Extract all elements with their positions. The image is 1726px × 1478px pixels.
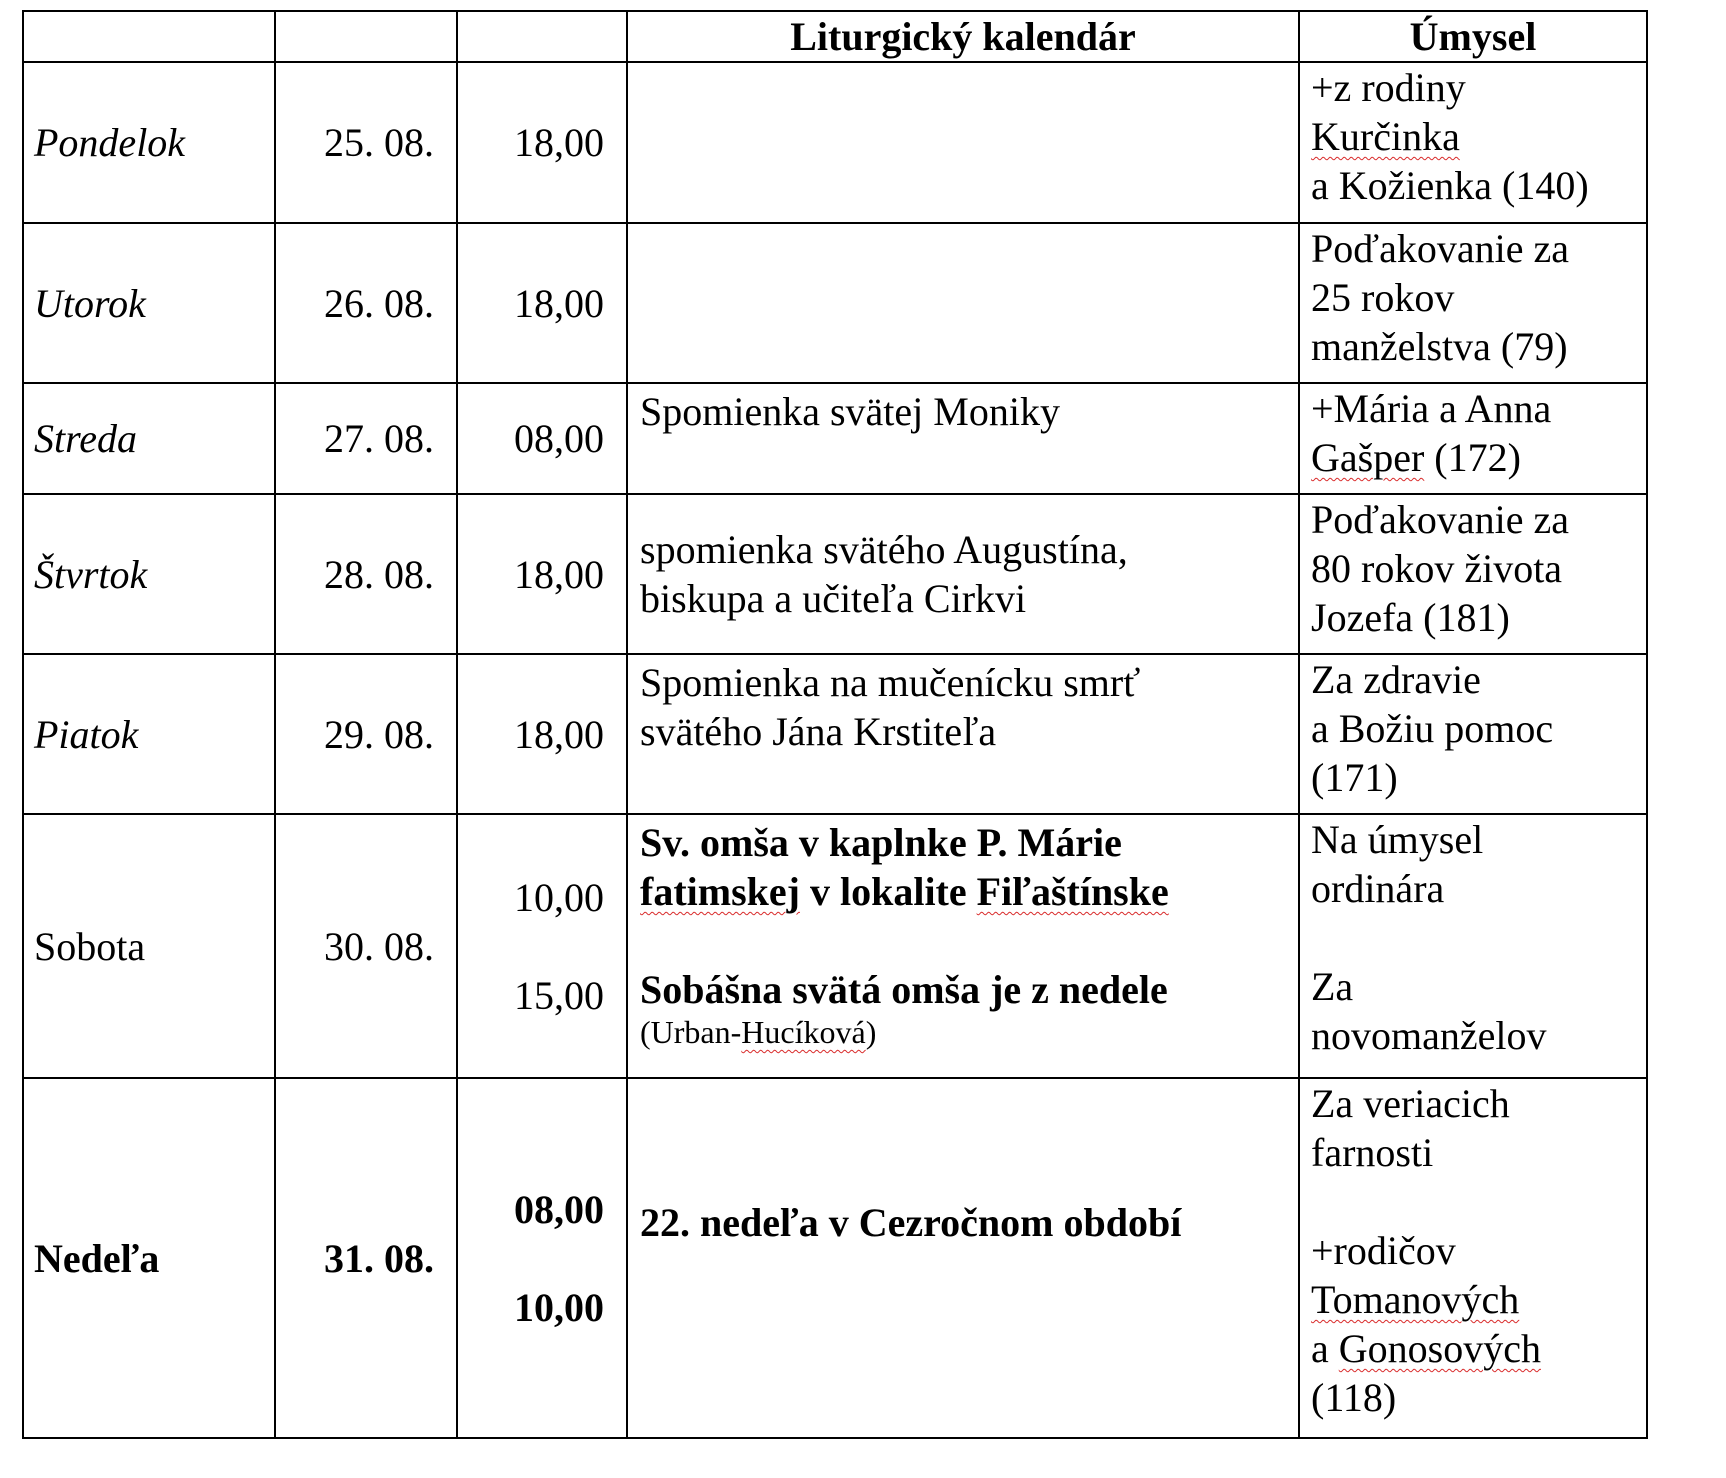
- time-cell: 18,00: [457, 223, 627, 383]
- intention-line: Na úmysel: [1311, 817, 1484, 862]
- table-row: [23, 814, 1647, 1078]
- date-cell: 28. 08.: [275, 494, 457, 654]
- day-cell: Piatok: [23, 654, 275, 814]
- liturgy-line: spomienka svätého Augustína,: [640, 527, 1128, 572]
- liturgy-note: (Urban-Hucíková): [640, 1014, 877, 1050]
- spellcheck-word: Tomanových: [1311, 1277, 1520, 1322]
- intention-cell: [1299, 383, 1647, 494]
- day-cell: Nedeľa: [23, 1078, 275, 1438]
- intention-line: (171): [1311, 755, 1398, 800]
- spacer: [1311, 1177, 1646, 1226]
- intention-line: Gašper (172): [1311, 435, 1521, 480]
- header-empty: [23, 11, 275, 62]
- date-cell: 26. 08.: [275, 223, 457, 383]
- header-liturgy: Liturgický kalendár: [627, 11, 1299, 62]
- intention-cell: [1299, 62, 1647, 223]
- spellcheck-word: Gonosových: [1338, 1326, 1541, 1371]
- intention-line: +z rodiny: [1311, 65, 1466, 110]
- intention-line: manželstva (79): [1311, 324, 1568, 369]
- time-cell: 18,00: [457, 494, 627, 654]
- intention-line: Za veriacich: [1311, 1081, 1510, 1126]
- intention-line: [1311, 1275, 1646, 1324]
- date-cell: 27. 08.: [275, 383, 457, 494]
- intention-line: 80 rokov života: [1311, 546, 1563, 591]
- intention-line: Poďakovanie za: [1311, 226, 1569, 271]
- intention-line: [1311, 112, 1646, 161]
- intention-line: farnosti: [1311, 1130, 1434, 1175]
- liturgy-cell: [627, 494, 1299, 654]
- schedule-table: [22, 10, 1648, 1439]
- time-line: 15,00: [514, 972, 604, 1018]
- intention-line: a Božiu pomoc: [1311, 706, 1554, 751]
- day-cell: Utorok: [23, 223, 275, 383]
- header-empty: [457, 11, 627, 62]
- intention-line: Jozefa (181): [1311, 595, 1510, 640]
- day-cell: Pondelok: [23, 62, 275, 223]
- header-intention: Úmysel: [1299, 11, 1647, 62]
- intention-cell: [1299, 814, 1647, 1078]
- time-cell: 18,00: [457, 62, 627, 223]
- date-cell: 25. 08.: [275, 62, 457, 223]
- spacer: [640, 916, 1298, 965]
- intention-line: ordinára: [1311, 866, 1445, 911]
- time-line: 10,00: [514, 874, 604, 920]
- day-cell: Sobota: [23, 814, 275, 1078]
- intention-line: [1311, 161, 1646, 210]
- intention-line: (118): [1311, 1375, 1397, 1420]
- time-line: 10,00: [514, 1284, 604, 1330]
- table-row: [23, 383, 1647, 494]
- spellcheck-word: Hucíková: [741, 1014, 866, 1050]
- liturgy-line: Spomienka na mučenícku smrť: [640, 660, 1141, 705]
- liturgy-line: Sv. omša v kaplnke P. Márie: [640, 820, 1122, 865]
- spellcheck-word: Kurčinka: [1311, 114, 1460, 159]
- liturgy-line: fatimskej v lokalite Fiľaštínske: [640, 869, 1169, 914]
- liturgy-line: svätého Jána Krstiteľa: [640, 709, 997, 754]
- spacer: [458, 922, 604, 971]
- intention-line: Poďakovanie za: [1311, 497, 1569, 542]
- time-cell: 08,00: [457, 383, 627, 494]
- liturgy-line: Sobášna svätá omša je z nedele: [640, 967, 1168, 1012]
- day-cell: Streda: [23, 383, 275, 494]
- date-cell: 30. 08.: [275, 814, 457, 1078]
- intention-line: novomanželov: [1311, 1013, 1547, 1058]
- spellcheck-word: fatimskej: [640, 869, 800, 914]
- date-cell: 29. 08.: [275, 654, 457, 814]
- spellcheck-word: Fiľaštínske: [976, 869, 1169, 914]
- time-cell: [457, 814, 627, 1078]
- intention-line: +rodičov: [1311, 1228, 1456, 1273]
- intention-line: Za zdravie: [1311, 657, 1481, 702]
- table-row: [23, 654, 1647, 814]
- header-empty: [275, 11, 457, 62]
- liturgy-line: 22. nedeľa v Cezročnom období: [640, 1200, 1182, 1245]
- liturgy-cell: Spomienka svätej Moniky: [627, 383, 1299, 494]
- spacer: [458, 1234, 604, 1283]
- intention-text: a Kožienka (140): [1311, 163, 1589, 208]
- liturgy-cell: [627, 223, 1299, 383]
- header-row: [23, 11, 1647, 62]
- table-row: [23, 223, 1647, 383]
- intention-line: Za: [1311, 964, 1354, 1009]
- time-cell: [457, 1078, 627, 1438]
- intention-cell: [1299, 223, 1647, 383]
- intention-cell: [1299, 494, 1647, 654]
- table-row: [23, 494, 1647, 654]
- spellcheck-word: Gašper: [1311, 435, 1425, 480]
- intention-line: +Mária a Anna: [1311, 386, 1552, 431]
- liturgy-cell: [627, 814, 1299, 1078]
- intention-cell: [1299, 1078, 1647, 1438]
- table-row: [23, 62, 1647, 223]
- table-row: [23, 1078, 1647, 1438]
- time-line: 08,00: [514, 1186, 604, 1232]
- liturgy-cell: [627, 62, 1299, 223]
- day-cell: Štvrtok: [23, 494, 275, 654]
- liturgy-line: biskupa a učiteľa Cirkvi: [640, 576, 1027, 621]
- spacer: [1311, 913, 1646, 962]
- date-cell: 31. 08.: [275, 1078, 457, 1438]
- intention-cell: [1299, 654, 1647, 814]
- liturgy-cell: [627, 1078, 1299, 1438]
- time-cell: 18,00: [457, 654, 627, 814]
- intention-line: a Gonosových: [1311, 1326, 1541, 1371]
- intention-line: 25 rokov: [1311, 275, 1455, 320]
- liturgy-cell: [627, 654, 1299, 814]
